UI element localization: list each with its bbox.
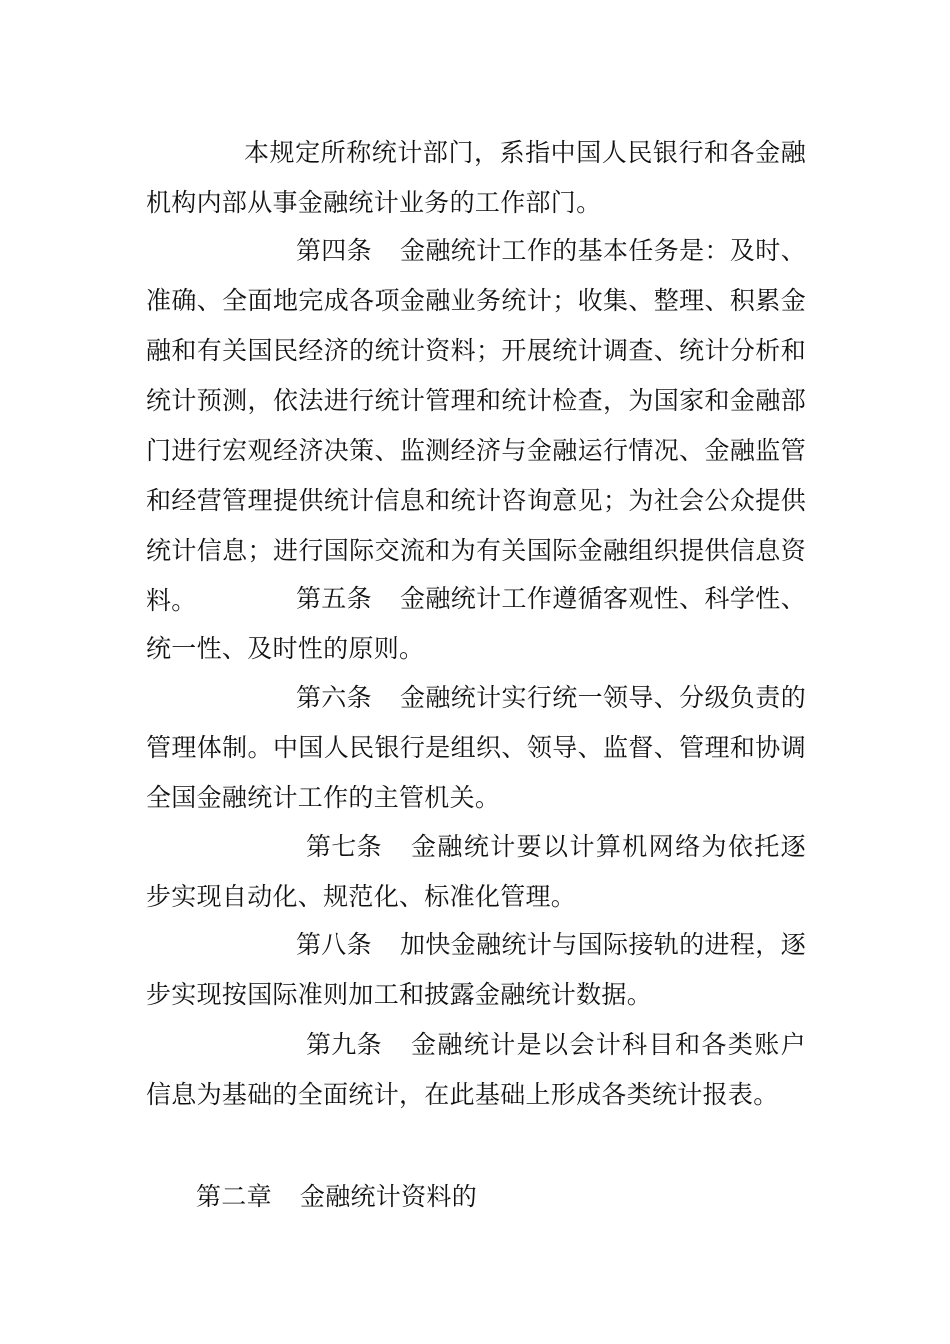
article-number: 第四条	[296, 236, 372, 265]
paragraph-article-9	[146, 1020, 806, 1120]
chapter-heading	[196, 1172, 477, 1222]
article-number: 第九条	[306, 1030, 382, 1059]
article-number: 第六条	[296, 683, 372, 712]
paragraph-text: 金融统计工作遵循客观性、科学性、统一性、及时性的原则。	[146, 584, 806, 663]
paragraph-text: 加快金融统计与国际接轨的进程，逐步实现按国际准则加工和披露金融统计数据。	[146, 930, 806, 1009]
paragraph-article-7	[146, 822, 806, 922]
article-number: 第五条	[296, 584, 372, 613]
paragraph-text: 金融统计工作的基本任务是：及时、准确、全面地完成各项金融业务统计；收集、整理、积累金融和有关国民经济的统计资料；开展统计调查、统计分析和统计预测，依法进行统计管理和统计检查，为国家和金融部门进行宏观经济决策、监测经济与金融运行情况、金融监管和经营管理提供统计信息和统计咨询意见；为社会公众提供统计信息；进行国际交流和为有关国际金融组织提供信息资料。	[146, 236, 806, 615]
paragraph-text: 金融统计实行统一领导、分级负责的管理体制。中国人民银行是组织、领导、监督、管理和协调全国金融统计工作的主管机关。	[146, 683, 806, 812]
paragraph-text: 金融统计是以会计科目和各类账户信息为基础的全面统计，在此基础上形成各类统计报表。	[146, 1030, 806, 1109]
paragraph-statistics-department	[146, 128, 806, 228]
paragraph-article-5	[146, 574, 806, 674]
paragraph-article-6	[146, 673, 806, 823]
article-number: 第七条	[306, 832, 382, 861]
paragraph-article-4	[146, 226, 806, 626]
paragraph-text: 本规定所称统计部门，系指中国人民银行和各金融机构内部从事金融统计业务的工作部门。	[146, 138, 806, 217]
paragraph-text: 金融统计要以计算机网络为依托逐步实现自动化、规范化、标准化管理。	[146, 832, 806, 911]
paragraph-article-8	[146, 920, 806, 1020]
article-number: 第八条	[296, 930, 372, 959]
chapter-number: 第二章	[196, 1182, 272, 1211]
chapter-title: 金融统计资料的	[299, 1182, 478, 1211]
